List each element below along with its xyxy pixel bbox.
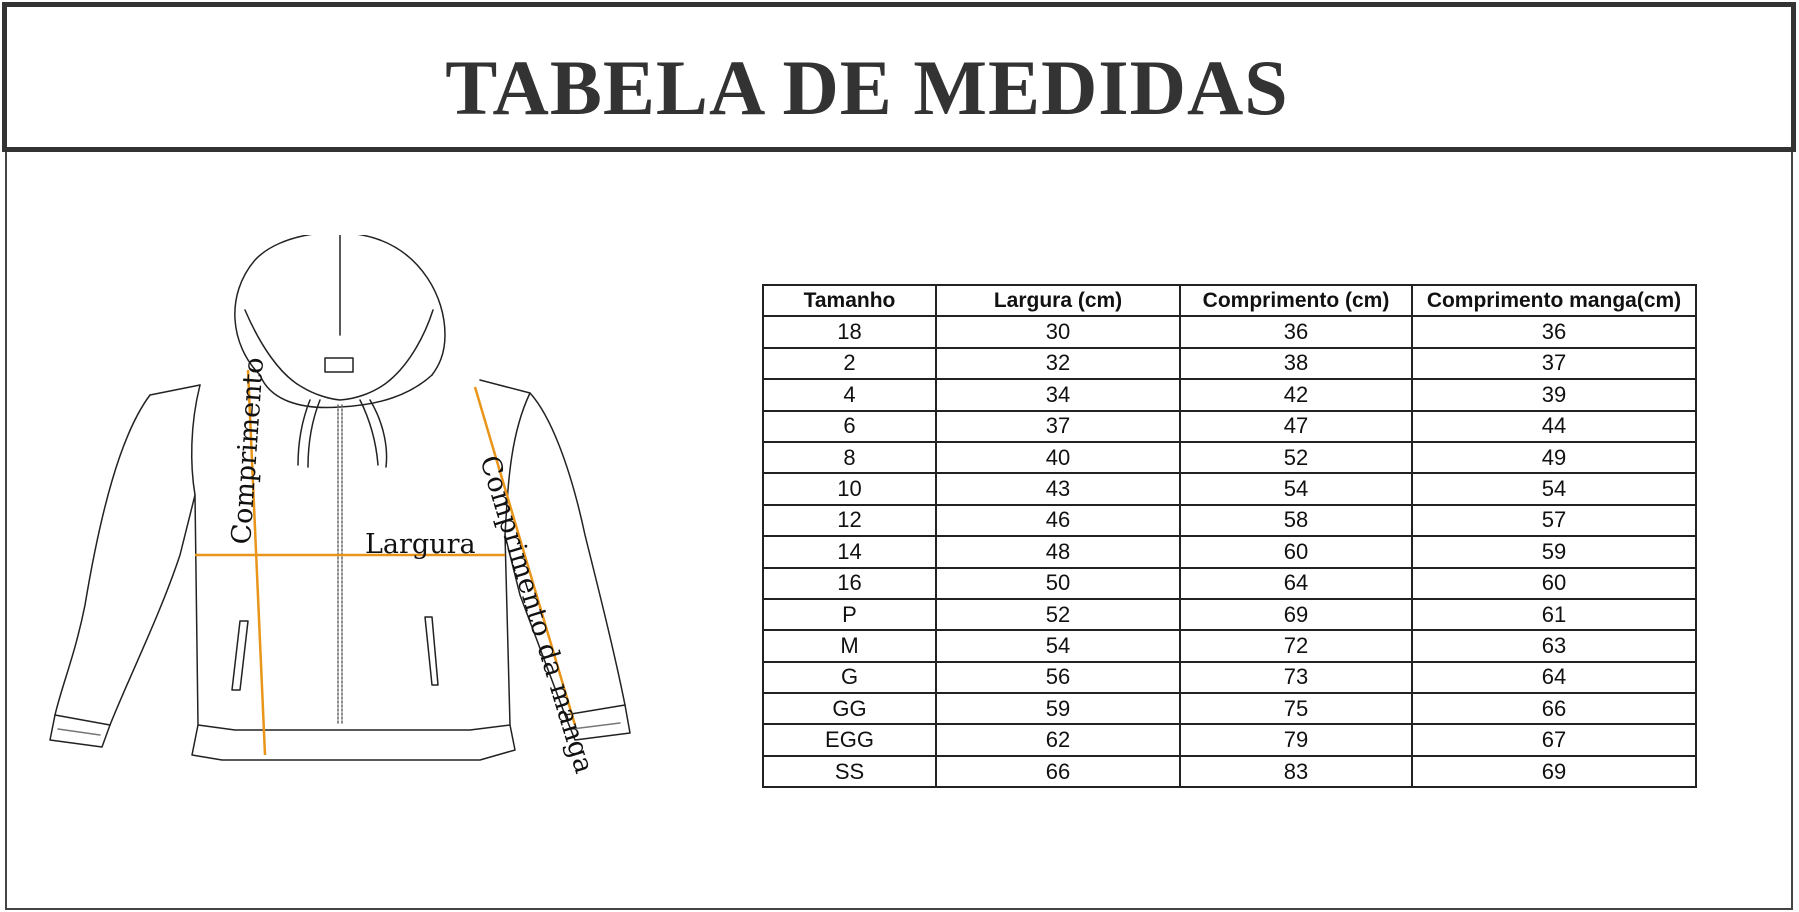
table-cell: 72: [1180, 630, 1412, 661]
table-cell: 52: [1180, 442, 1412, 473]
table-cell: 49: [1412, 442, 1696, 473]
table-cell: 37: [936, 411, 1180, 442]
table-cell: 16: [763, 568, 936, 599]
table-cell: 2: [763, 348, 936, 379]
header-tamanho: Tamanho: [763, 285, 936, 316]
table-row: [763, 630, 1696, 661]
table-row: [763, 316, 1696, 347]
left-drawstring: [298, 400, 320, 467]
right-drawstring: [360, 400, 387, 467]
table-cell: 83: [1180, 756, 1412, 787]
table-cell: 36: [1412, 316, 1696, 347]
table-cell: 30: [936, 316, 1180, 347]
table-cell: 63: [1412, 630, 1696, 661]
table-row: [763, 442, 1696, 473]
width-label: Largura: [365, 529, 476, 560]
table-cell: 52: [936, 599, 1180, 630]
table-cell: 38: [1180, 348, 1412, 379]
table-cell: 66: [1412, 693, 1696, 724]
page-title: TABELA DE MEDIDAS: [445, 44, 1289, 131]
table-cell: 48: [936, 536, 1180, 567]
table-cell: 61: [1412, 599, 1696, 630]
table-cell: 36: [1180, 316, 1412, 347]
header-comprimento-manga: Comprimento manga(cm): [1412, 285, 1696, 316]
table-cell: GG: [763, 693, 936, 724]
table-cell: 10: [763, 473, 936, 504]
left-pocket: [232, 621, 248, 690]
table-cell: 54: [1412, 473, 1696, 504]
header-largura: Largura (cm): [936, 285, 1180, 316]
table-header-row: [763, 285, 1696, 316]
table-row: [763, 348, 1696, 379]
table-cell: 54: [936, 630, 1180, 661]
table-cell: SS: [763, 756, 936, 787]
table-cell: 60: [1412, 568, 1696, 599]
right-pocket: [425, 617, 438, 685]
table-cell: 60: [1180, 536, 1412, 567]
hood-tab: [325, 358, 353, 372]
table-cell: 54: [1180, 473, 1412, 504]
table-cell: 62: [936, 724, 1180, 755]
table-cell: 69: [1412, 756, 1696, 787]
table-cell: 18: [763, 316, 936, 347]
table-row: [763, 693, 1696, 724]
table-cell: 64: [1412, 662, 1696, 693]
table-cell: 40: [936, 442, 1180, 473]
table-row: [763, 536, 1696, 567]
hood-inner: [245, 310, 433, 400]
table-cell: 79: [1180, 724, 1412, 755]
table-cell: 56: [936, 662, 1180, 693]
table-row: [763, 568, 1696, 599]
table-body: [763, 316, 1696, 787]
table-cell: 4: [763, 379, 936, 410]
table-cell: P: [763, 599, 936, 630]
table-cell: 37: [1412, 348, 1696, 379]
table-cell: 42: [1180, 379, 1412, 410]
sleeve-length-label: Comprimento da manga: [473, 451, 600, 778]
table-cell: 58: [1180, 505, 1412, 536]
table-cell: 47: [1180, 411, 1412, 442]
table-cell: 66: [936, 756, 1180, 787]
size-table: [762, 284, 1697, 788]
table-cell: 67: [1412, 724, 1696, 755]
length-label: Comprimento: [226, 356, 271, 546]
table-cell: 8: [763, 442, 936, 473]
table-cell: 32: [936, 348, 1180, 379]
table-cell: 73: [1180, 662, 1412, 693]
table-row: [763, 505, 1696, 536]
table-row: [763, 724, 1696, 755]
table-cell: M: [763, 630, 936, 661]
table-cell: 44: [1412, 411, 1696, 442]
table-cell: 39: [1412, 379, 1696, 410]
table-row: [763, 756, 1696, 787]
hoodie-illustration: [40, 235, 720, 875]
table-cell: 50: [936, 568, 1180, 599]
table-cell: 6: [763, 411, 936, 442]
table-row: [763, 379, 1696, 410]
table-row: [763, 411, 1696, 442]
table-cell: 59: [1412, 536, 1696, 567]
left-sleeve-seam: [192, 385, 200, 495]
table-cell: 34: [936, 379, 1180, 410]
table-cell: EGG: [763, 724, 936, 755]
table-cell: 12: [763, 505, 936, 536]
table-cell: 43: [936, 473, 1180, 504]
header-comprimento: Comprimento (cm): [1180, 285, 1412, 316]
table-cell: 69: [1180, 599, 1412, 630]
title-box: [2, 2, 1796, 152]
table-cell: 64: [1180, 568, 1412, 599]
table-cell: 75: [1180, 693, 1412, 724]
table-cell: 46: [936, 505, 1180, 536]
table-row: [763, 662, 1696, 693]
table-cell: 57: [1412, 505, 1696, 536]
table-row: [763, 473, 1696, 504]
table-cell: G: [763, 662, 936, 693]
table-row: [763, 599, 1696, 630]
table-cell: 14: [763, 536, 936, 567]
hood-opening-bottom: [260, 375, 432, 408]
table-cell: 59: [936, 693, 1180, 724]
